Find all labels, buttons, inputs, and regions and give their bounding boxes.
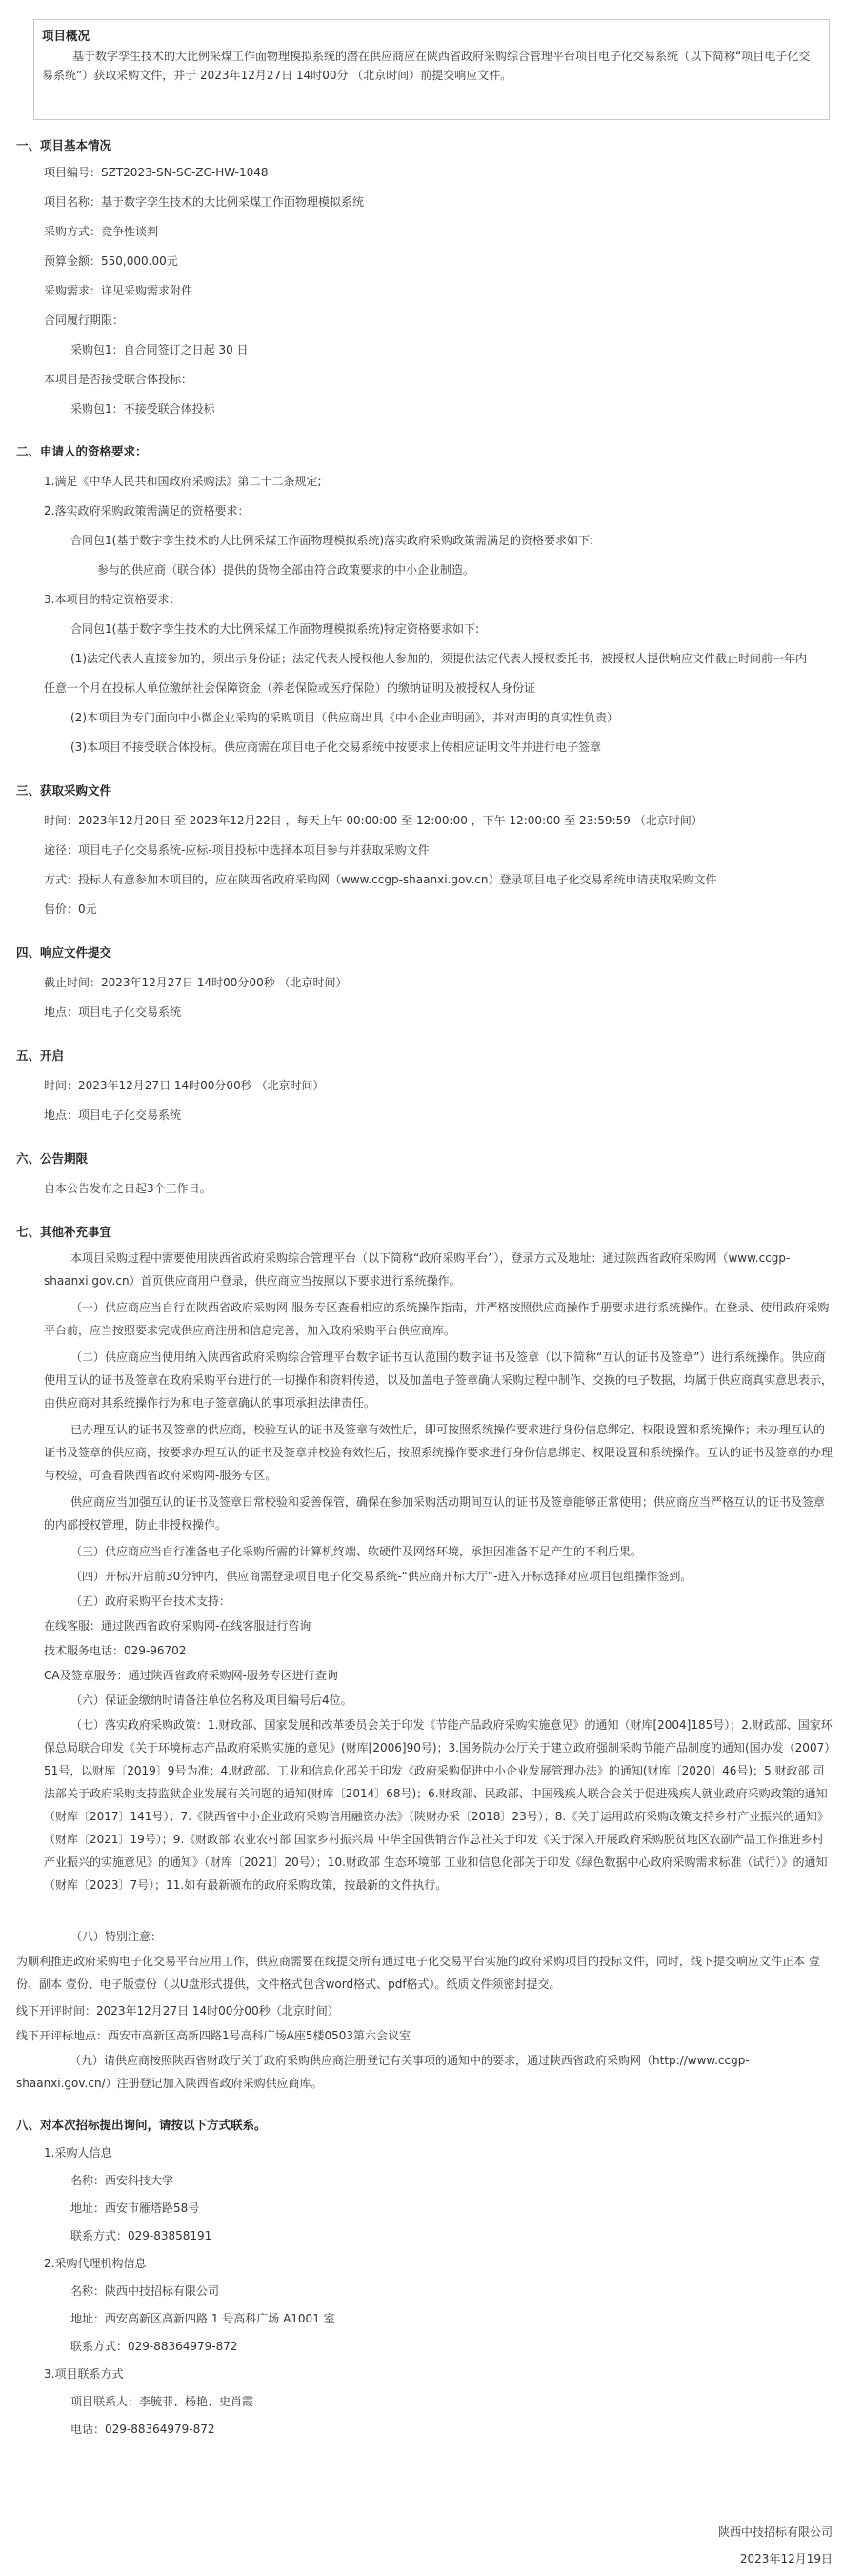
submission-deadline: 截止时间：2023年12月27日 14时00分00秒 （北京时间） [44, 976, 348, 989]
opening-time: 时间：2023年12月27日 14时00分00秒 （北京时间） [44, 1079, 325, 1092]
consortium-label: 本项目是否接受联合体投标： [44, 373, 193, 386]
supplementary-line: （八）特别注意： [70, 1930, 163, 1943]
supplementary-line: （五）政府采购平台技术支持： [70, 1594, 231, 1608]
project-contact-people: 项目联系人：李毓菲、杨艳、史肖霞 [70, 2395, 254, 2408]
offline-opening-place: 线下开评标地点：西安市高新区高新四路1号高科广场A座5楼0503第六会议室 [16, 2029, 411, 2042]
obtain-way: 途径：项目电子化交易系统-应标-项目投标中选择本项目参与并获取采购文件 [44, 843, 430, 857]
procurement-method: 采购方式：竞争性谈判 [44, 225, 159, 238]
qualification-line: 2.落实政府采购政策需满足的资格要求： [44, 504, 250, 517]
tech-support-phone: 技术服务电话：029-96702 [44, 1644, 187, 1657]
purchaser-address: 地址：西安市雁塔路58号 [70, 2201, 200, 2215]
obtain-price: 售价：0元 [44, 903, 97, 916]
supplementary-line: （六）保证金缴纳时请备注单位名称及项目编号后4位。 [70, 1694, 352, 1707]
project-number: 项目编号：SZT2023-SN-SC-ZC-HW-1048 [44, 166, 269, 179]
qualification-line: 任意一个月在投标人单位缴纳社会保障资金（养老保险或医疗保险）的缴纳证明及被授权人身份证 [44, 681, 536, 695]
supplementary-line: （四）开标/开启前30分钟内，供应商需登录项目电子化交易系统-“供应商开标大厅”-进入开标选择对应项目包组操作签到。 [70, 1570, 692, 1583]
agency-title: 2.采购代理机构信息 [44, 2257, 147, 2270]
budget-amount: 预算金额：550,000.00元 [44, 254, 178, 268]
notice-period-text: 自本公告发布之日起3个工作日。 [44, 1182, 211, 1195]
section-title-submission: 四、响应文件提交 [16, 945, 112, 960]
online-service: 在线客服：通过陕西省政府采购网-在线客服进行咨询 [44, 1619, 311, 1633]
qualification-line: (1)法定代表人直接参加的，须出示身份证；法定代表人授权他人参加的，须提供法定代表人授权委托书，被授权人提供响应文件截止时间前一年内 [70, 652, 808, 665]
supplementary-line: （三）供应商应当自行准备电子化采购所需的计算机终端、软硬件及网络环境，承担因准备不足产生的不利后果。 [70, 1545, 643, 1558]
agency-name: 名称：陕西中技招标有限公司 [70, 2284, 220, 2298]
section-title-obtain-docs: 三、获取采购文件 [16, 783, 112, 798]
purchaser-phone: 联系方式：029-83858191 [70, 2229, 212, 2242]
overview-title: 项目概况 [42, 29, 90, 43]
supplementary-paragraph: 已办理互认的证书及签章的供应商，校验互认的证书及签章有效性后，即可按照系统操作要求进行身份信息绑定、权限设置和系统操作；未办理互认的证书及签章的供应商，按要求办理互认的证书及签章并校验有效性后，按照系统操作要求进行身份信息绑定、权限设置和系统操作。互认的证书及签章的办理与校验，可查看陕西省政府采购网-服务专区。 [44, 1423, 833, 1482]
supplementary-paragraph: （一）供应商应当自行在陕西省政府采购网-服务专区查看相应的系统操作指南，并严格按照供应商操作手册要求进行系统操作。在登录、使用政府采购平台前，应当按照要求完成供应商注册和信息完善，加入政府采购平台供应商库。 [44, 1301, 830, 1337]
section-title-basic-info: 一、项目基本情况 [16, 138, 112, 152]
section-title-opening: 五、开启 [16, 1048, 65, 1063]
obtain-method: 方式：投标人有意参加本项目的，应在陕西省政府采购网（www.ccgp-shaanxi.gov.cn）登录项目电子化交易系统申请获取采购文件 [44, 873, 717, 886]
submission-place: 地点：项目电子化交易系统 [44, 1005, 182, 1019]
opening-place: 地点：项目电子化交易系统 [44, 1108, 182, 1122]
section-title-qualification: 二、申请人的资格要求： [16, 444, 148, 458]
project-contact-title: 3.项目联系方式 [44, 2367, 124, 2381]
qualification-line: (3)本项目不接受联合体投标。供应商需在项目电子化交易系统中按要求上传相应证明文件并进行电子签章 [70, 740, 602, 754]
qualification-line: 合同包1(基于数字孪生技术的大比例采煤工作面物理模拟系统)特定资格要求如下: [70, 622, 480, 636]
purchaser-name: 名称：西安科技大学 [70, 2174, 174, 2187]
project-name: 项目名称：基于数字孪生技术的大比例采煤工作面物理模拟系统 [44, 195, 365, 209]
supplier-registration-paragraph: （九）请供应商按照陕西省财政厅关于政府采购供应商注册登记有关事项的通知中的要求，通过陕西省政府采购网（http://www.ccgp-shaanxi.gov.cn/）注册登记加入陕西省政府采购供应商库。 [16, 2054, 750, 2090]
supplementary-paragraph: 本项目采购过程中需要使用陕西省政府采购综合管理平台（以下简称“政府采购平台”），登录方式及地址：通过陕西省政府采购网（www.ccgp-shaanxi.gov.cn）首页供应商用户登录，供应商应当按照以下要求进行系统操作。 [44, 1251, 791, 1288]
section-title-contact: 八、对本次招标提出询问，请按以下方式联系。 [16, 2118, 267, 2132]
purchaser-title: 1.采购人信息 [44, 2146, 112, 2160]
obtain-time: 时间：2023年12月20日 至 2023年12月22日 ，每天上午 00:00:00 至 12:00:00 ，下午 12:00:00 至 23:59:59 （北京时间） [44, 814, 703, 827]
supplementary-paragraph: 供应商应当加强互认的证书及签章日常校验和妥善保管，确保在参加采购活动期间互认的证书及签章能够正常使用；供应商应当严格互认的证书及签章的内部授权管理，防止非授权操作。 [44, 1495, 826, 1531]
qualification-line: 1.满足《中华人民共和国政府采购法》第二十二条规定; [44, 475, 322, 488]
special-note-paragraph: 为顺利推进政府采购电子化交易平台应用工作，供应商需要在线提交所有通过电子化交易平台实施的政府采购项目的投标文件，同时，线下提交响应文件正本 壹份、副本 壹份、电子版壹份（以U盘形式提供，文件格式包含word格式、pdf格式）。纸质文件须密封提交。 [16, 1955, 820, 1991]
section-title-notice-period: 六、公告期限 [16, 1151, 89, 1166]
procurement-needs: 采购需求：详见采购需求附件 [44, 284, 193, 297]
qualification-line: 参与的供应商（联合体）提供的货物全部由符合政策要求的中小企业制造。 [97, 563, 475, 577]
qualification-line: 3.本项目的特定资格要求： [44, 593, 181, 606]
consortium-package: 采购包1：不接受联合体投标 [70, 402, 215, 416]
policy-paragraph: （七）落实政府采购政策：1.财政部、国家发展和改革委员会关于印发《节能产品政府采购实施意见》的通知（财库[2004]185号）；2.财政部、国家环保总局联合印发《关于环境标志产品政府采购实施的意见》(财库[2006]90号)；3.国务院办公厅关于建立政府强制采购节能产品制度的通知(国办发（2007）51号，以财库〔2019〕9号为准；4.财政部、工业和信息化部关于印发《政府采购促进中小企业发展管理办法》的通知(财库〔2020〕46号)；5.财政部 司法部关于政府采购支持监狱企业发展有关问题的通知(财库〔2014〕68号)；6.财政部、民政部、中国残疾人联合会关于促进残疾人就业政府采购政策的通知（财库〔2017〕141号）；7.《陕西省中小企业政府采购信用融资办法》（陕财办采〔2018〕23号）；8.《关于运用政府采购政策支持乡村产业振兴的通知》（财库〔2021〕19号）；9.《财政部 农业农村部 国家乡村振兴局 中华全国供销合作总社关于印发《关于深入开展政府采购脱贫地区农副产品工作推进乡村产业振兴的实施意见》的通知》（财库〔2021〕20号）；10.财政部 生态环境部 工业和信息化部关于印发《绿色数据中心政府采购需求标准（试行）》的通知（财库〔2023〕7号）；11.如有最新颁布的政府采购政策，按最新的文件执行。 [44, 1718, 833, 1892]
agency-phone: 联系方式：029-88364979-872 [70, 2340, 238, 2353]
offline-opening-time: 线下开评时间：2023年12月27日 14时00分00秒（北京时间） [16, 2004, 339, 2018]
qualification-line: (2)本项目为专门面向中小微企业采购的采购项目（供应商出具《中小企业声明函》，并对声明的真实性负责） [70, 711, 619, 724]
project-contact-phone: 电话：029-88364979-872 [70, 2423, 215, 2436]
footer-company: 陕西中技招标有限公司 [717, 2525, 833, 2539]
qualification-line: 合同包1(基于数字孪生技术的大比例采煤工作面物理模拟系统)落实政府采购政策需满足的资格要求如下: [70, 534, 594, 547]
section-title-supplementary: 七、其他补充事宜 [16, 1225, 112, 1239]
overview-text: 基于数字孪生技术的大比例采煤工作面物理模拟系统的潜在供应商应在陕西省政府采购综合管理平台项目电子化交易系统（以下简称“项目电子化交易系统”）获取采购文件，并于 2023年12月27日 14时00分 （北京时间）前提交响应文件。 [42, 50, 811, 82]
footer-date: 2023年12月19日 [739, 2552, 833, 2566]
contract-period-label: 合同履行期限： [44, 314, 125, 327]
agency-address: 地址：西安高新区高新四路 1 号高科广场 A1001 室 [70, 2312, 335, 2325]
contract-period-package: 采购包1：自合同签订之日起 30 日 [70, 343, 249, 356]
ca-service: CA及签章服务：通过陕西省政府采购网-服务专区进行查询 [44, 1669, 338, 1682]
supplementary-paragraph: （二）供应商应当使用纳入陕西省政府采购综合管理平台数字证书互认范围的数字证书及签章（以下简称“互认的证书及签章”）进行系统操作。供应商使用互认的证书及签章在政府采购平台进行的一切操作和资料传递，以及加盖电子签章确认采购过程中制作、交换的电子数据，均属于供应商真实意思表示，由供应商对其系统操作行为和电子签章确认的事项承担法律责任。 [44, 1350, 833, 1410]
project-overview-box [33, 19, 830, 120]
